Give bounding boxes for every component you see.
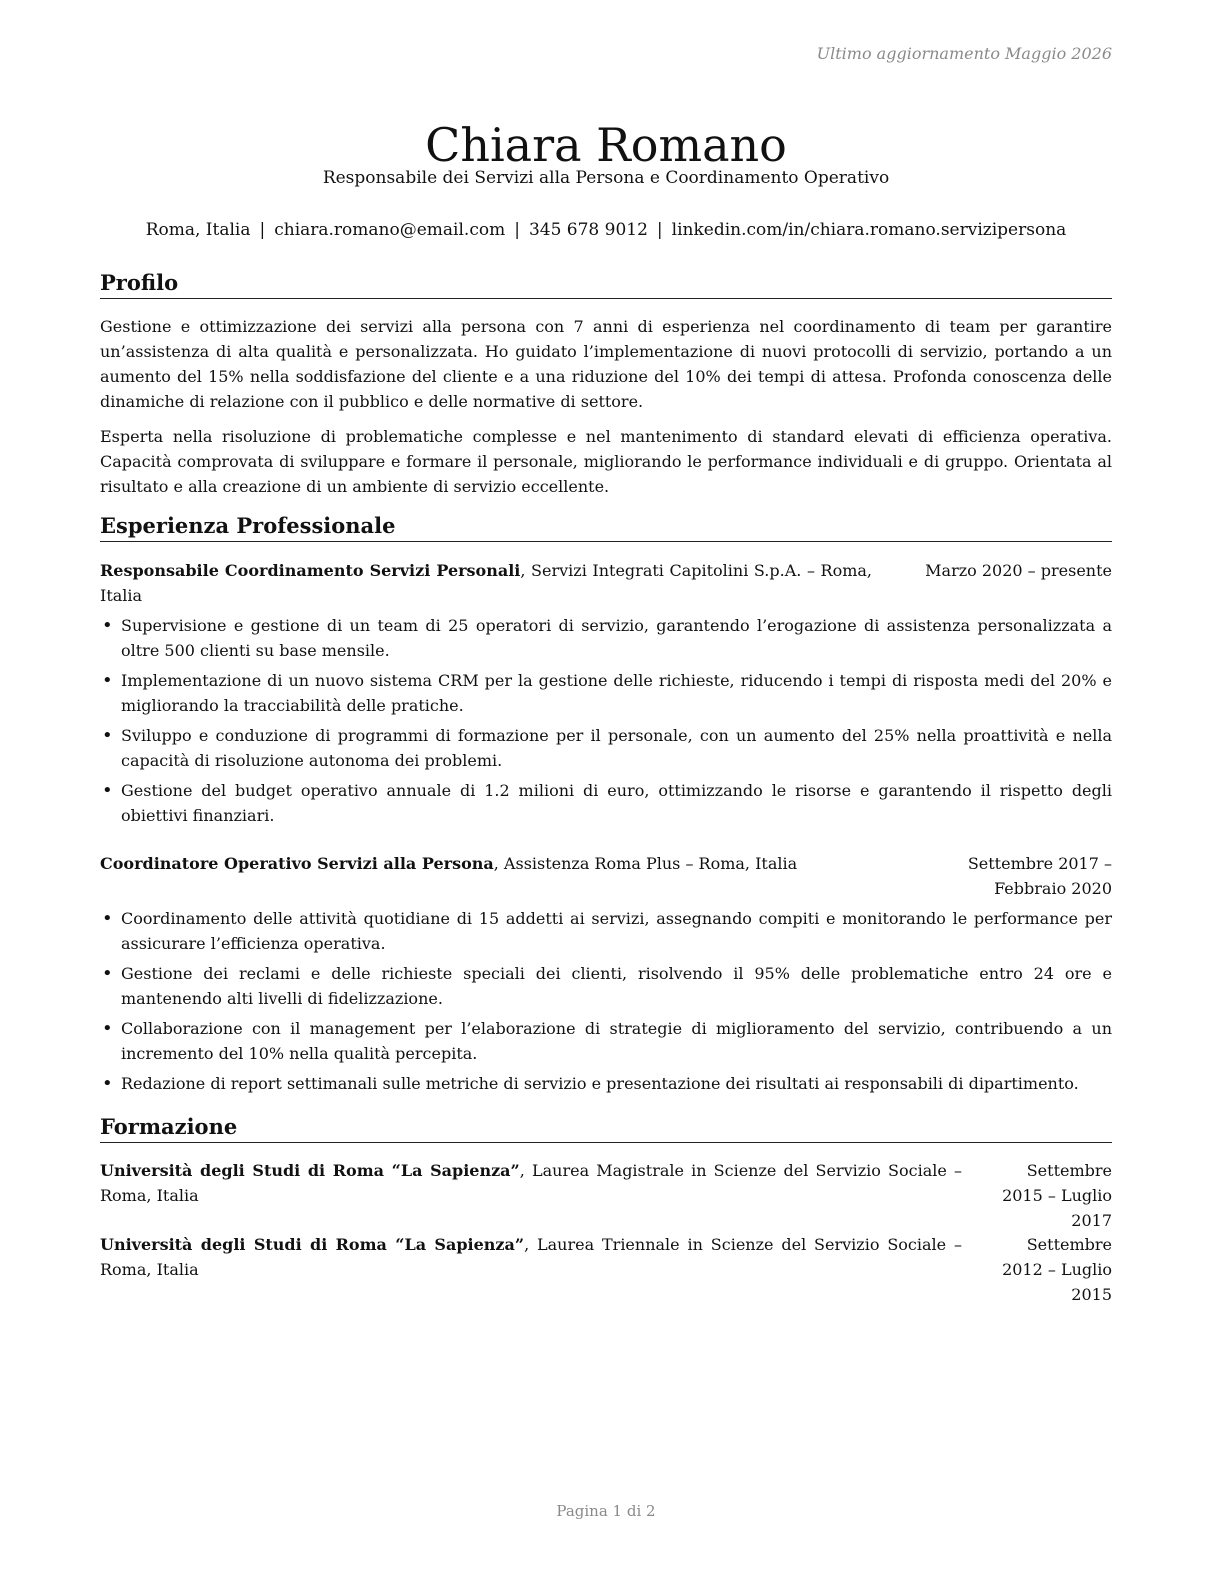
list-item: • Collaborazione con il management per l’elaborazione di strategie di miglioramento del servizio, contribuendo a un incremento del 10% nella qualità percepita. bbox=[100, 1016, 1112, 1066]
job-bullets bbox=[100, 906, 1112, 1101]
education-dates: Settembre 2015 – Luglio 2017 bbox=[1002, 1161, 1112, 1230]
job-dates: Settembre 2017 – Febbraio 2020 bbox=[967, 854, 1112, 898]
education-dates: Settembre 2012 – Luglio 2015 bbox=[1002, 1235, 1112, 1304]
list-item: • Gestione del budget operativo annuale di 1.2 milioni di euro, ottimizzando le risorse e garantendo il rispetto degli obiettivi finanziari. bbox=[100, 778, 1112, 828]
contact-location: Roma, Italia bbox=[145, 220, 251, 240]
job-company: , Assistenza Roma Plus – Roma, Italia bbox=[493, 854, 798, 873]
contact-separator: | bbox=[259, 220, 266, 240]
contact-line bbox=[100, 220, 1112, 240]
contact-separator: | bbox=[514, 220, 520, 240]
list-item: • Redazione di report settimanali sulle metriche di servizio e presentazione dei risultati ai responsabili di dipartimento. bbox=[100, 1071, 1112, 1096]
education-school: Università degli Studi di Roma “La Sapienza” bbox=[100, 1161, 520, 1180]
last-updated: Ultimo aggiornamento Maggio 2026 bbox=[816, 44, 1112, 63]
profile-paragraph-2: Esperta nella risoluzione di problematiche complesse e nel mantenimento di standard elevati di efficienza operativa. Capacità comprovata di sviluppare e formare il personale, migliorando le performance individuali e di gruppo. Orientata al risultato e alla creazione di un ambiente di servizio eccellente. bbox=[100, 427, 1112, 496]
section-title-profile: Profilo bbox=[100, 270, 1112, 299]
job-header bbox=[100, 851, 1112, 901]
education-item bbox=[100, 1158, 1112, 1233]
section-title-experience: Esperienza Professionale bbox=[100, 513, 1112, 542]
job-company: , Servizi Integrati Capitolini S.p.A. – Roma, Italia bbox=[100, 561, 872, 605]
education-item bbox=[100, 1232, 1112, 1307]
contact-linkedin[interactable]: linkedin.com/in/chiara.romano.servizipersona bbox=[671, 220, 1067, 240]
education-degree: , Laurea Triennale in Scienze del Servizio Sociale – Roma, Italia bbox=[100, 1235, 962, 1279]
section-title-education: Formazione bbox=[100, 1114, 1112, 1143]
contact-phone[interactable]: 345 678 9012 bbox=[528, 220, 648, 240]
candidate-name: Chiara Romano bbox=[425, 117, 787, 172]
contact-email[interactable]: chiara.romano@email.com bbox=[274, 220, 506, 240]
job-bullets bbox=[100, 613, 1112, 833]
list-item: • Coordinamento delle attività quotidiane di 15 addetti ai servizi, assegnando compiti e monitorando le performance per assicurare l’efficienza operativa. bbox=[100, 906, 1112, 956]
candidate-role: Responsabile dei Servizi alla Persona e Coordinamento Operativo bbox=[322, 168, 890, 188]
contact-separator: | bbox=[656, 220, 663, 240]
job-position: Responsabile Coordinamento Servizi Personali bbox=[100, 561, 521, 580]
list-item: • Implementazione di un nuovo sistema CRM per la gestione delle richieste, riducendo i tempi di risposta medi del 20% e migliorando la tracciabilità delle pratiche. bbox=[100, 668, 1112, 718]
job-dates: Marzo 2020 – presente bbox=[925, 561, 1112, 580]
education-degree: , Laurea Magistrale in Scienze del Servizio Sociale – Roma, Italia bbox=[100, 1161, 963, 1205]
page-number: Pagina 1 di 2 bbox=[556, 1502, 656, 1520]
education-school: Università degli Studi di Roma “La Sapienza” bbox=[100, 1235, 525, 1254]
list-item: • Supervisione e gestione di un team di 25 operatori di servizio, garantendo l’erogazione di assistenza personalizzata a oltre 500 clienti su base mensile. bbox=[100, 613, 1112, 663]
resume-page bbox=[100, 0, 1112, 1584]
profile-paragraph-1: Gestione e ottimizzazione dei servizi alla persona con 7 anni di esperienza nel coordinamento di team per garantire un’assistenza di alta qualità e personalizzata. Ho guidato l’implementazione di nuovi protocolli di servizio, portando a un aumento del 15% nella soddisfazione del cliente e a una riduzione del 10% dei tempi di attesa. Profonda conoscenza delle dinamiche di relazione con il pubblico e delle normative di settore. bbox=[100, 317, 1112, 411]
list-item: • Sviluppo e conduzione di programmi di formazione per il personale, con un aumento del 25% nella proattività e nella capacità di risoluzione autonoma dei problemi. bbox=[100, 723, 1112, 773]
job-header bbox=[100, 558, 1112, 608]
job-position: Coordinatore Operativo Servizi alla Persona bbox=[100, 854, 494, 873]
list-item: • Gestione dei reclami e delle richieste speciali dei clienti, risolvendo il 95% delle problematiche entro 24 ore e mantenendo alti livelli di fidelizzazione. bbox=[100, 961, 1112, 1011]
